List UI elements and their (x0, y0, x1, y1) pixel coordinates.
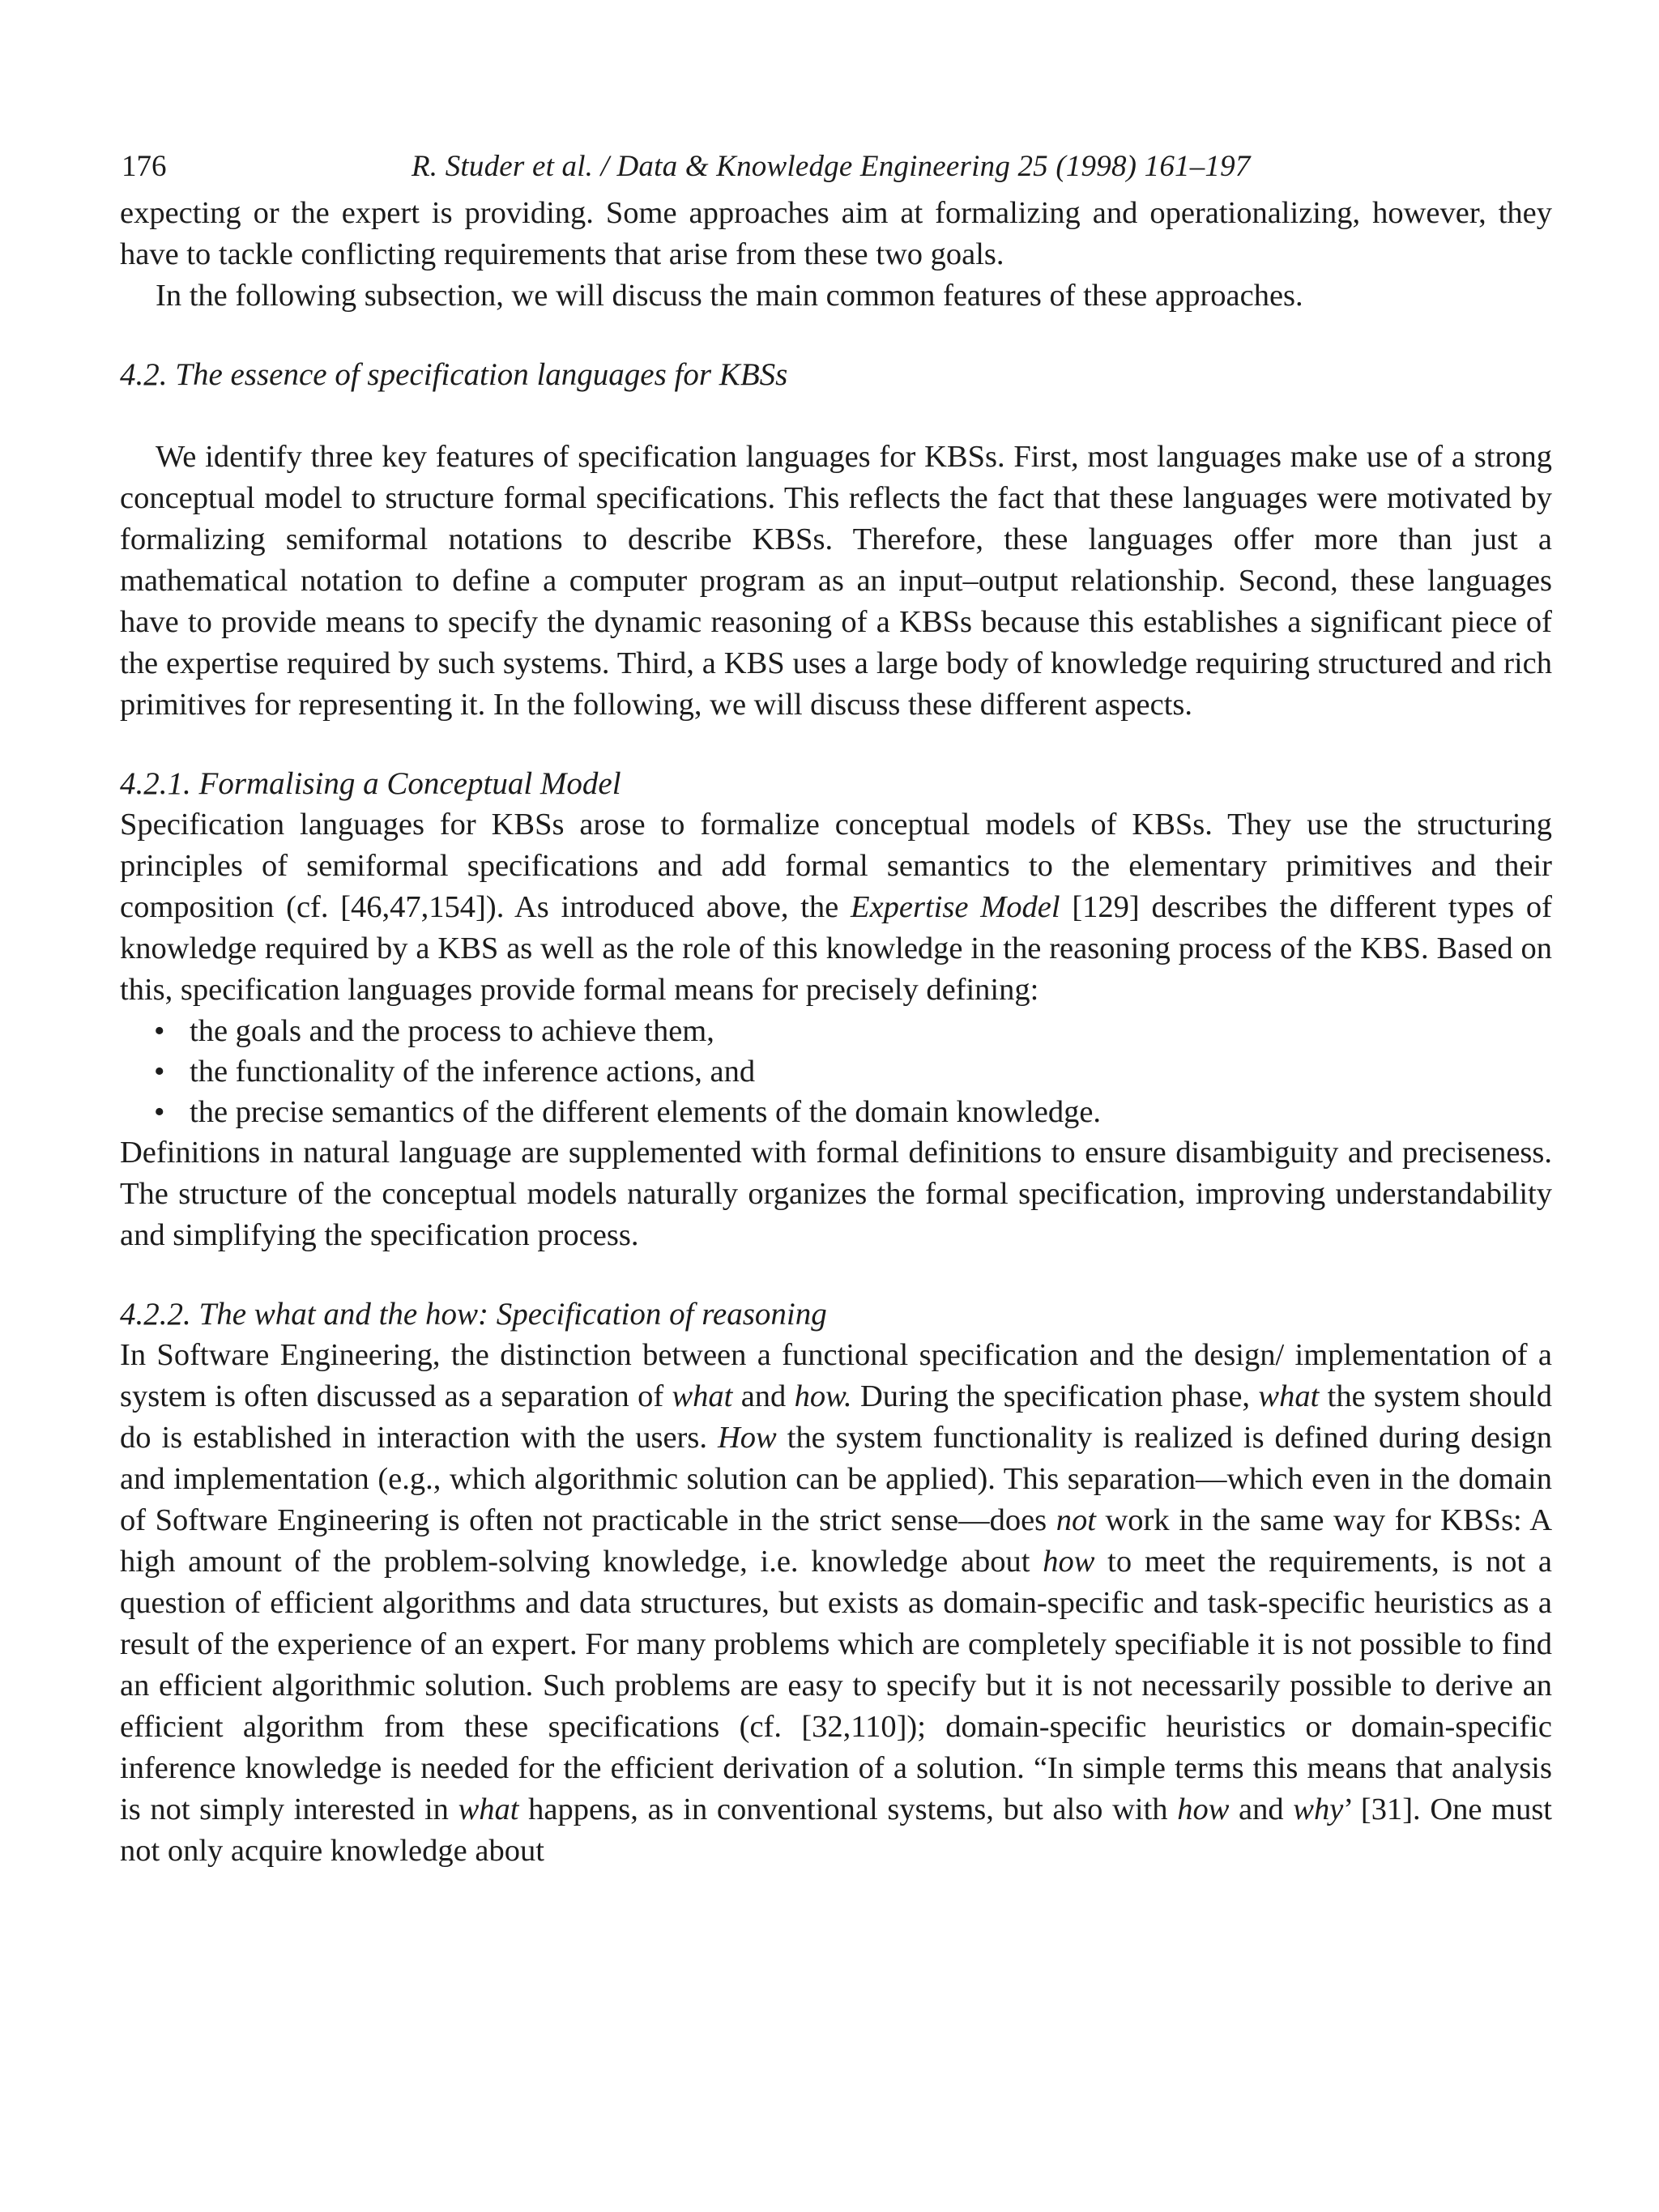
section-4-2-paragraph: We identify three key features of specification languages for KBSs. First, most languages make use of a strong conceptual model to structure formal specifications. This reflects the fact that these languages were motivated by formalizing semiformal notations to describe KBSs. Therefore, these languages offer more than just a mathematical notation to define a computer program as an input–output relationship. Second, these languages have to provide means to specify the dynamic reasoning of a KBSs because this establishes a significant piece of the expertise required by such systems. Third, a KBS uses a large body of knowledge requiring structured and rich primitives for representing it. In the following, we will discuss these different aspects. (120, 440, 1552, 722)
bullet-icon: • (154, 1095, 165, 1129)
list-item: • the precise semantics of the different elements of the domain knowledge. (120, 1092, 1552, 1132)
emphasis: how (1043, 1545, 1095, 1579)
running-header (120, 144, 1552, 193)
journal-reference: R. Studer et al. / Data & Knowledge Engineering 25 (1998) 161–197 (412, 150, 1251, 183)
text-run: ’ [31]. One must not only acquire knowledge about (120, 1792, 1552, 1868)
bullet-list (120, 1011, 1552, 1132)
emphasis: what (458, 1792, 519, 1826)
text-run: the system functionality is realized is defined during design and implementation (e.g., which algorithmic solution can be applied). This separation—which even in the domain of Software Engineering is often not practicable in the strict sense—does (120, 1421, 1553, 1537)
page-number: 176 (122, 150, 167, 183)
section-heading-4-2-1 (120, 763, 1552, 804)
text-run: and (1229, 1792, 1294, 1826)
section-heading-4-2 (120, 354, 1552, 395)
emphasis: what (1258, 1379, 1320, 1413)
bullet-icon: • (154, 1055, 165, 1089)
emphasis: what (672, 1379, 733, 1413)
section-4-2-2-paragraph (120, 1335, 1552, 1872)
subsection-title: Formalising a Conceptual Model (198, 766, 621, 801)
list-item: • the goals and the process to achieve them, (120, 1011, 1552, 1051)
text-run: work in the same way for KBSs: A high amount of the problem-solving knowledge, i.e. knowledge about (120, 1503, 1552, 1579)
text-run: and (732, 1379, 795, 1413)
text-run: During the specification phase, (851, 1379, 1259, 1413)
subsection-number: 4.2.1. (120, 766, 191, 801)
text-run: the system should do is established in interaction with the users. (120, 1379, 1552, 1455)
emphasis: how (1177, 1792, 1230, 1826)
section-4-2-1-paragraph-2: Definitions in natural language are supplemented with formal definitions to ensure disambiguity and preciseness. The structure of the conceptual models naturally organizes the formal specification, improving understandability and simplifying the specification process. (120, 1136, 1552, 1252)
subsection-number: 4.2.2. (120, 1297, 191, 1332)
intro-paragraph-2: In the following subsection, we will discuss the main common features of these approaches. (156, 279, 1303, 313)
subsection-title-a: The what and the how (198, 1297, 479, 1332)
text-run: happens, as in conventional systems, but also with (518, 1792, 1178, 1826)
list-item: • the functionality of the inference actions, and (120, 1051, 1552, 1092)
intro-paragraph: expecting or the expert is providing. Some approaches aim at formalizing and operationalizing, however, they have to tackle conflicting requirements that arise from these two goals. (120, 196, 1552, 271)
text-run: In Software Engineering, the distinction between a functional specification and the design/ implementation of a system is often discussed as a separation of (120, 1338, 1552, 1413)
bullet-icon: • (154, 1014, 165, 1048)
paper-page (120, 144, 1552, 1872)
section-title: The essence of specification languages for KBSs (175, 357, 788, 392)
section-heading-4-2-2 (120, 1294, 1552, 1335)
section-4-2-1-paragraph: Specification languages for KBSs arose to formalize conceptual models of KBSs. They use the structuring principles of semiformal specifications and add formal semantics to the elementary primitives and their composition (cf. [46,47,154]). As introduced above, the Expertise Model [129] describes the different types of knowledge required by a KBS as well as the role of this knowledge in the reasoning process of the KBS. Based on this, specification languages provide formal means for precisely defining: (120, 808, 1552, 1007)
section-number: 4.2. (120, 357, 168, 392)
emphasis: How (717, 1421, 777, 1455)
emphasis: not (1056, 1503, 1096, 1537)
emphasis: how. (794, 1379, 852, 1413)
emphasis: why (1293, 1792, 1344, 1826)
emphasis: Expertise Model (851, 890, 1060, 924)
subsection-title-b: : Specification of reasoning (478, 1297, 827, 1332)
text-run: to meet the requirements, is not a question of efficient algorithms and data structures, but exists as domain-specific and task-specific heuristics as a result of the experience of an expert. For many problems which are completely specifiable it is not possible to find an efficient algorithmic solution. Such problems are easy to specify but it is not necessarily possible to derive an efficient algorithm from these specifications (cf. [32,110]); domain-specific heuristics or domain-specific inference knowledge is needed for the efficient derivation of a solution. “In simple terms this means that analysis is not simply interested in (120, 1545, 1552, 1826)
